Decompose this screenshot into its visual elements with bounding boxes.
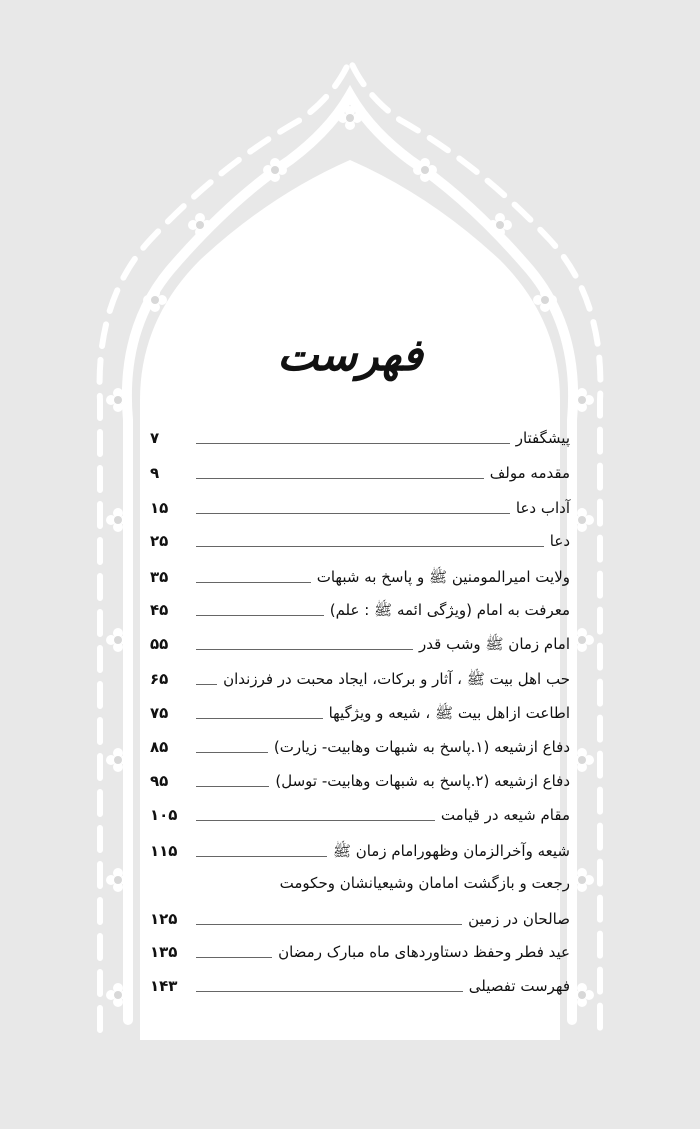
toc-entry-title: فهرست تفصیلی <box>468 977 570 995</box>
toc-page-number: ۴۵ <box>150 601 169 619</box>
toc-page-number: ۶۵ <box>150 670 169 688</box>
toc-entry-title: شیعه وآخرالزمان وظهورامام زمان ﷺ <box>332 842 570 860</box>
toc-leader-line <box>196 513 510 514</box>
toc-entry[interactable] <box>150 659 570 689</box>
toc-leader-line <box>196 856 327 857</box>
toc-page-number: ۱۳۵ <box>150 943 178 961</box>
toc-entry[interactable] <box>150 761 570 791</box>
toc-leader-line <box>196 924 462 925</box>
toc-page-number: ۷۵ <box>150 704 169 722</box>
toc-page-number: ۳۵ <box>150 568 169 586</box>
toc-entry[interactable] <box>150 795 570 825</box>
toc-entry[interactable] <box>150 966 570 996</box>
toc-entry-title: حب اهل بیت ﷺ ، آثار و برکات، ایجاد محبت در فرزندان <box>223 670 570 688</box>
toc-entry-title: دعا <box>549 532 570 550</box>
toc-entry[interactable] <box>150 590 570 620</box>
toc-leader-line <box>196 478 484 479</box>
toc-entry-title: دفاع ازشیعه (۲.پاسخ به شبهات وهابیت- توسل) <box>275 772 570 790</box>
toc-entry-title: دفاع ازشیعه (۱.پاسخ به شبهات وهابیت- زیارت) <box>273 738 570 756</box>
toc-page-number: ۹۵ <box>150 772 169 790</box>
toc-leader-line <box>196 752 268 753</box>
toc-entry-title: آداب دعا <box>515 499 570 517</box>
toc-entry-title: مقدمه مولف <box>489 464 570 482</box>
toc-entry-title: مقام شیعه در قیامت <box>440 806 570 824</box>
toc-page-number: ۱۵ <box>150 499 169 517</box>
toc-entry-title: رجعت و بازگشت امامان وشیعیانشان وحکومت <box>279 874 570 892</box>
page-title: فهرست <box>277 330 423 381</box>
toc-entry-title: اطاعت ازاهل بیت ﷺ ، شیعه و ویژگیها <box>328 704 570 722</box>
toc-page-number: ۱۴۳ <box>150 977 178 995</box>
toc-entry[interactable] <box>150 557 570 587</box>
toc-leader-line <box>196 649 413 650</box>
toc-entry[interactable] <box>150 488 570 518</box>
toc-page-number: ۹ <box>150 464 160 482</box>
toc-entry[interactable] <box>150 932 570 962</box>
toc-entry[interactable] <box>150 727 570 757</box>
toc-entry-title: صالحان در زمین <box>468 910 570 928</box>
toc-entry[interactable] <box>150 899 570 929</box>
toc-leader-line <box>196 718 323 719</box>
toc-leader-line <box>196 443 510 444</box>
toc-page-number: ۱۲۵ <box>150 910 178 928</box>
toc-entry[interactable] <box>150 831 570 861</box>
toc-leader-line <box>196 957 272 958</box>
toc-leader-line <box>196 786 269 787</box>
toc-entry-title: عید فطر وحفظ دستاوردهای ماه مبارک رمضان <box>278 943 570 961</box>
toc-entry[interactable] <box>150 418 570 448</box>
toc-page-number: ۵۵ <box>150 635 169 653</box>
toc-page-number: ۸۵ <box>150 738 169 756</box>
toc-leader-line <box>196 820 435 821</box>
toc-leader-line <box>196 615 324 616</box>
toc-page-number: ۱۰۵ <box>150 806 178 824</box>
toc-entry[interactable] <box>150 453 570 483</box>
toc-entry[interactable] <box>150 624 570 654</box>
toc-entry[interactable] <box>150 521 570 551</box>
toc-entry-title: ولایت امیرالمومنین ﷺ و پاسخ به شبهات <box>316 568 570 586</box>
toc-leader-line <box>196 582 311 583</box>
toc-leader-line <box>196 546 544 547</box>
toc-page-number: ۷ <box>150 429 160 447</box>
toc-entry[interactable] <box>150 693 570 723</box>
toc-leader-line <box>196 684 217 685</box>
toc-leader-line <box>196 991 463 992</box>
toc-entry[interactable] <box>150 863 570 893</box>
toc-entry-title: امام زمان ﷺ وشب قدر <box>419 635 570 653</box>
toc-entry-title: معرفت به امام (ویژگی ائمه ﷺ : علم) <box>329 601 570 619</box>
toc-page-number: ۲۵ <box>150 532 169 550</box>
toc-page-number: ۱۱۵ <box>150 842 178 860</box>
toc-entry-title: پیشگفتار <box>515 429 570 447</box>
